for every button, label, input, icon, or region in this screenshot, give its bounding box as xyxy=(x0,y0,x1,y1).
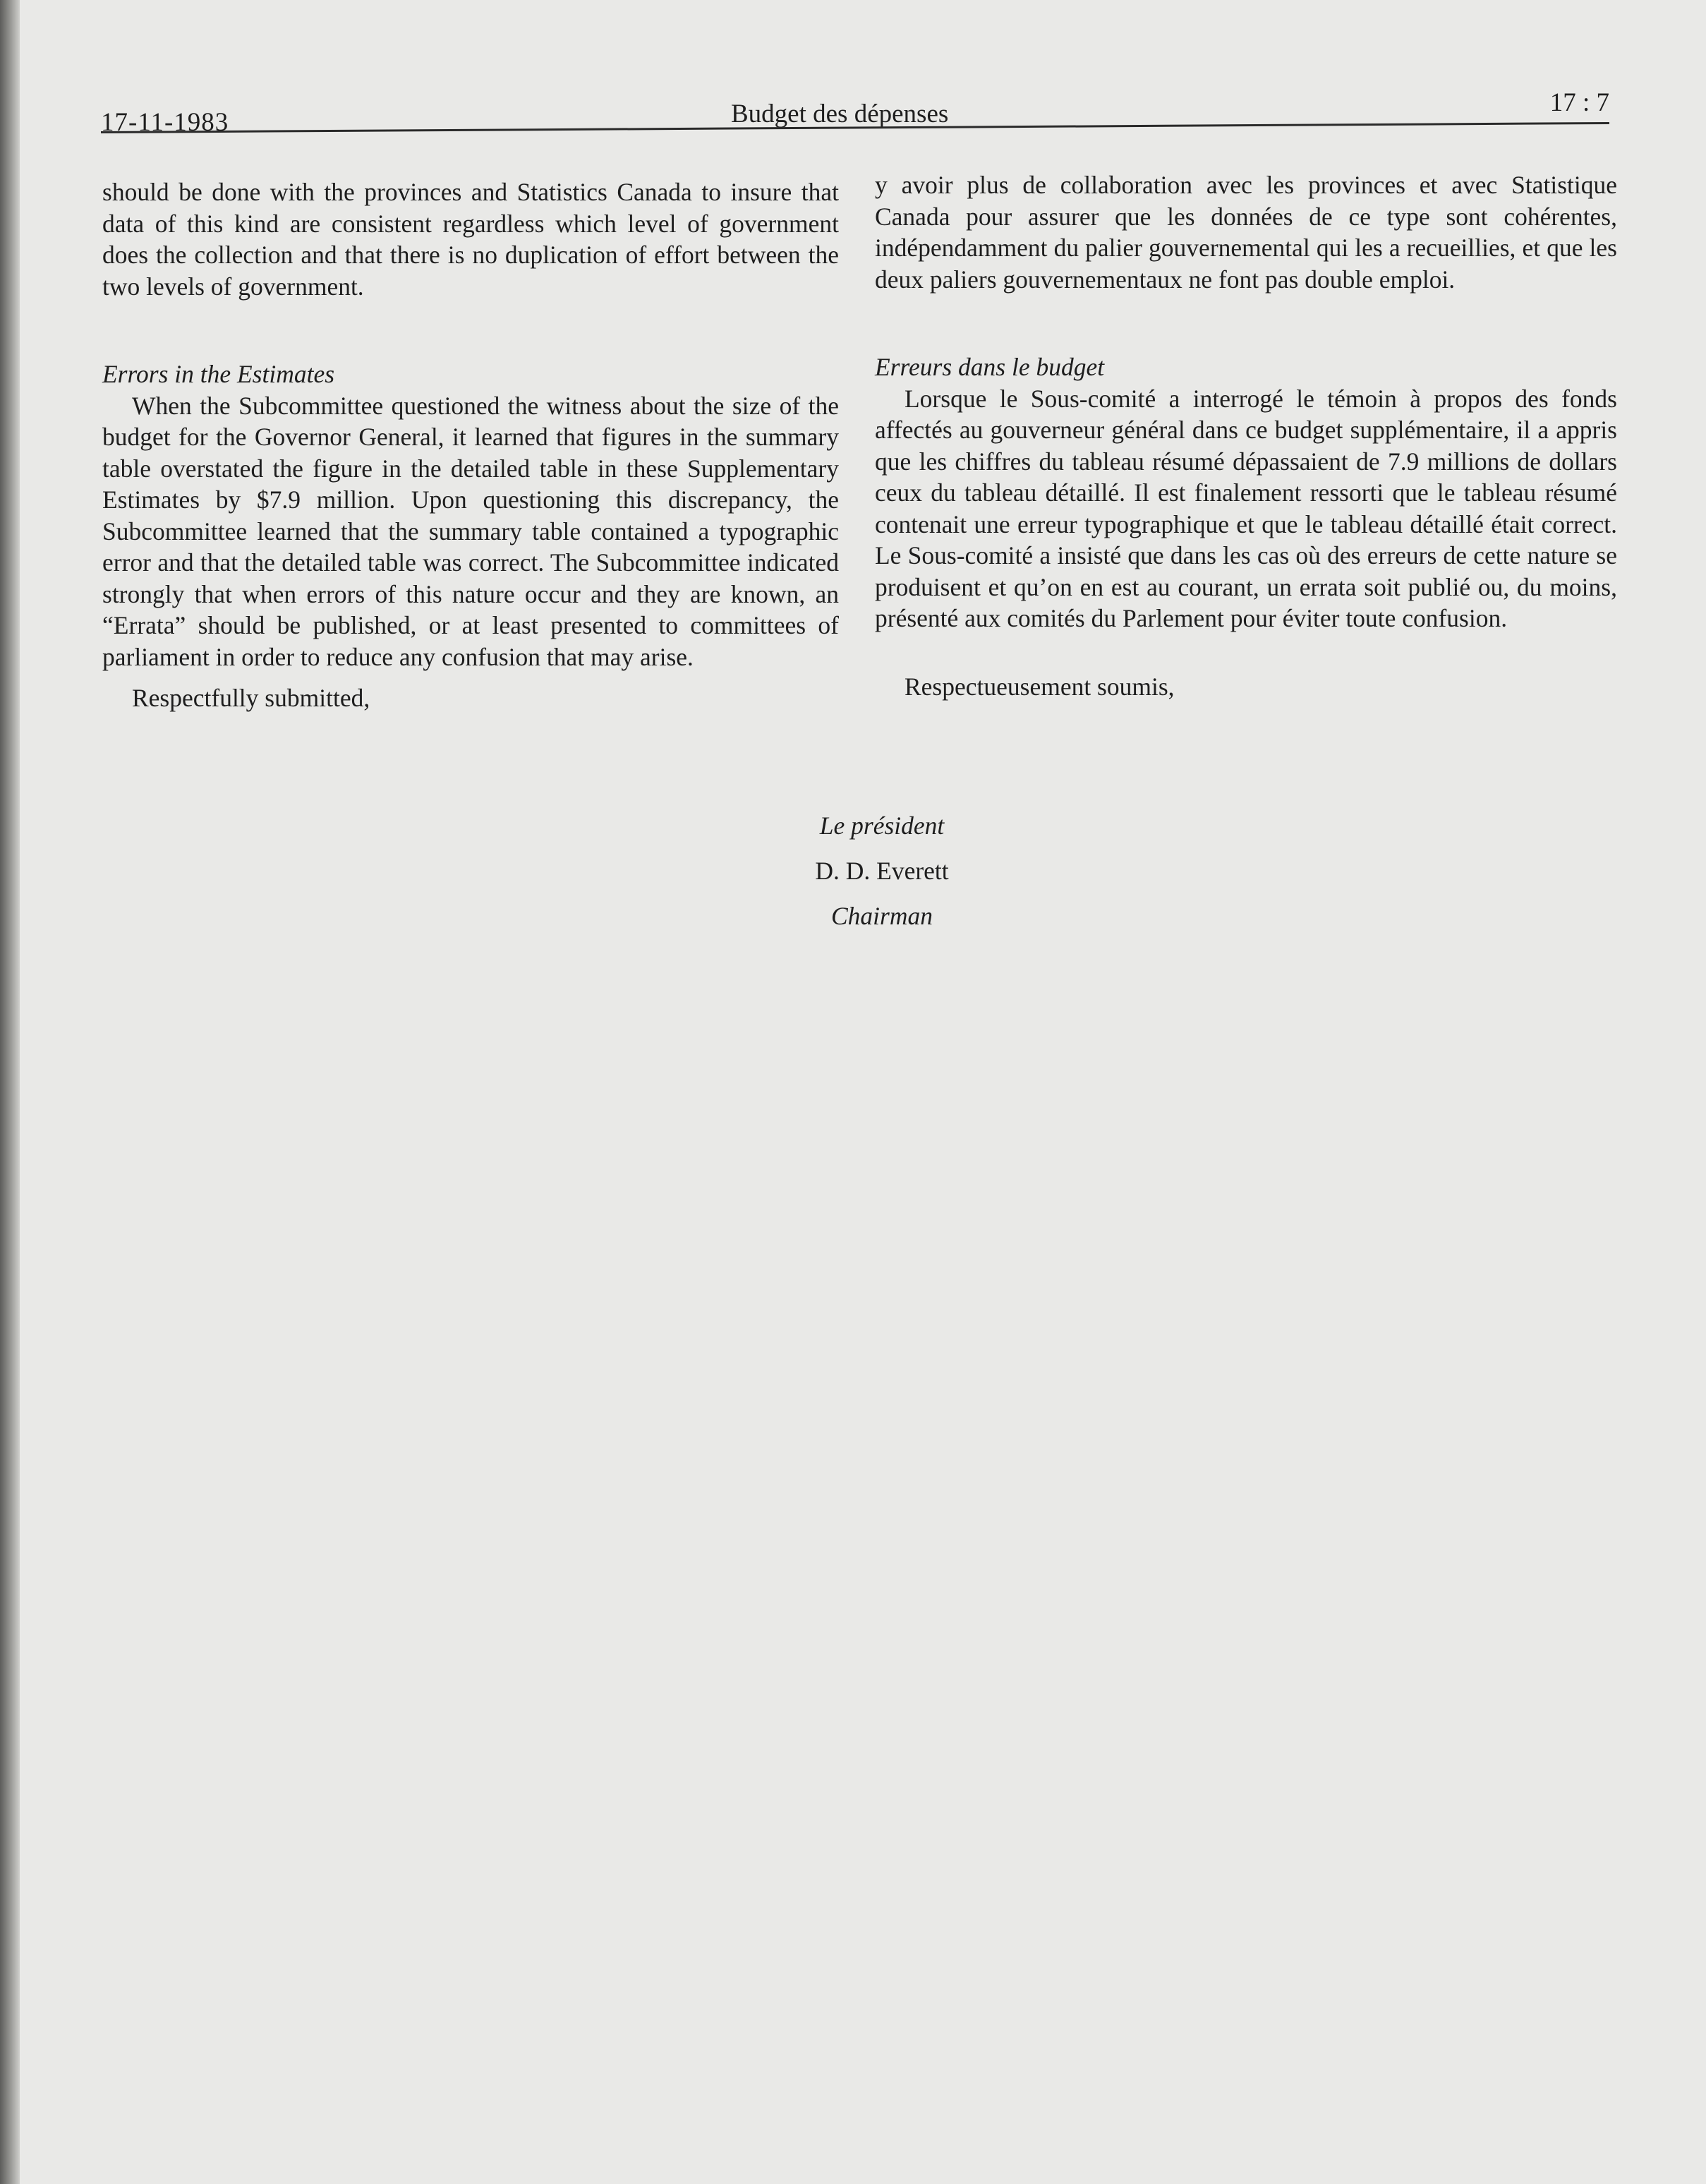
binding-edge xyxy=(0,0,20,2184)
signature-title-en: Chairman xyxy=(831,902,933,930)
french-column xyxy=(875,169,1617,702)
signature-block xyxy=(706,803,1058,939)
header-title: Budget des dépenses xyxy=(731,99,949,128)
header-date: 17-11-1983 xyxy=(101,108,229,137)
french-closing: Respectueusement soumis, xyxy=(905,672,1175,701)
english-paragraph-1: should be done with the provinces and Statistics Canada to insure that data of this kind are consistent regardless which level of government does the collection and that there is no duplication of effort between the two levels of government. xyxy=(102,178,839,301)
english-column xyxy=(102,176,839,714)
header-page-number: 17 : 7 xyxy=(1549,88,1609,117)
english-section-heading: Errors in the Estimates xyxy=(102,360,335,388)
french-paragraph-1: y avoir plus de collaboration avec les provinces et avec Statistique Canada pour assurer que les données de ce type sont cohérentes, indépendamment du palier gouvernemental qui les a recueillies, et que les deux paliers gouvernementaux ne font pas double emploi. xyxy=(875,171,1617,294)
english-paragraph-2: When the Subcommittee questioned the witness about the size of the budget for the Governor General, it learned that figures in the summary table overstated the figure in the detailed table in these Supplementary Estimates by $7.9 million. Upon questioning this discrepancy, the Subcommittee learned that the summary table contained a typographic error and that the detailed table was correct. The Subcommittee indicated strongly that when errors of this nature occur and they are known, an “Errata” should be published, or at least presented to committees of parliament in order to reduce any confusion that may arise. xyxy=(102,391,839,671)
signature-name: D. D. Everett xyxy=(815,857,949,885)
signature-title-fr: Le président xyxy=(819,812,945,840)
french-section-heading: Erreurs dans le budget xyxy=(875,353,1105,381)
french-paragraph-2: Lorsque le Sous-comité a interrogé le témoin à propos des fonds affectés au gouverneur général dans ce budget supplémentaire, il a appris que les chiffres du tableau résumé dépassaient de 7.9 millions de dollars ceux du tableau détaillé. Il est finalement ressorti que le tableau résumé contenait une erreur typographique et que le tableau détaillé était correct. Le Sous-comité a insisté que dans les cas où des erreurs de cette nature se produisent et qu’on en est au courant, un errata soit publié ou, du moins, présenté aux comités du Parlement pour éviter toute confusion. xyxy=(875,384,1617,632)
english-closing: Respectfully submitted, xyxy=(132,684,370,712)
